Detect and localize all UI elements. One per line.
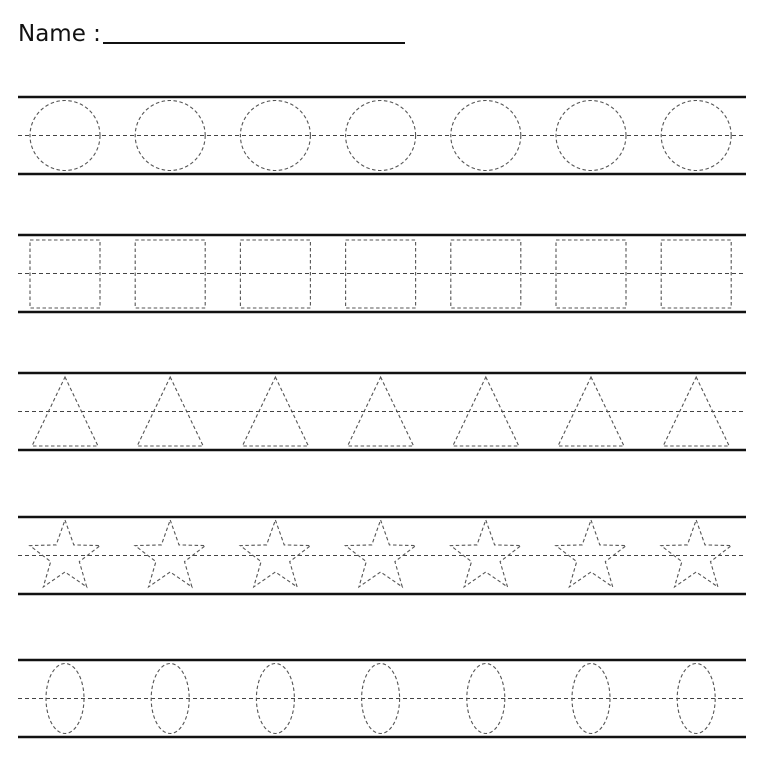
row-circle xyxy=(18,97,746,174)
oval-tracing-shape[interactable] xyxy=(362,664,400,734)
oval-tracing-shape[interactable] xyxy=(572,664,610,734)
star-tracing-shape[interactable] xyxy=(556,520,626,587)
star-tracing-shape[interactable] xyxy=(661,520,731,587)
star-tracing-shape[interactable] xyxy=(240,520,310,587)
row-square xyxy=(18,235,746,312)
oval-tracing-shape[interactable] xyxy=(677,664,715,734)
row-triangle xyxy=(18,373,746,450)
oval-tracing-shape[interactable] xyxy=(151,664,189,734)
row-oval xyxy=(18,660,746,737)
star-tracing-shape[interactable] xyxy=(451,520,521,587)
oval-tracing-shape[interactable] xyxy=(256,664,294,734)
oval-tracing-shape[interactable] xyxy=(467,664,505,734)
oval-tracing-shape[interactable] xyxy=(46,664,84,734)
star-tracing-shape[interactable] xyxy=(345,520,415,587)
name-label: Name : xyxy=(18,21,101,47)
star-tracing-shape[interactable] xyxy=(135,520,205,587)
row-star xyxy=(18,517,746,594)
star-tracing-shape[interactable] xyxy=(30,520,100,587)
